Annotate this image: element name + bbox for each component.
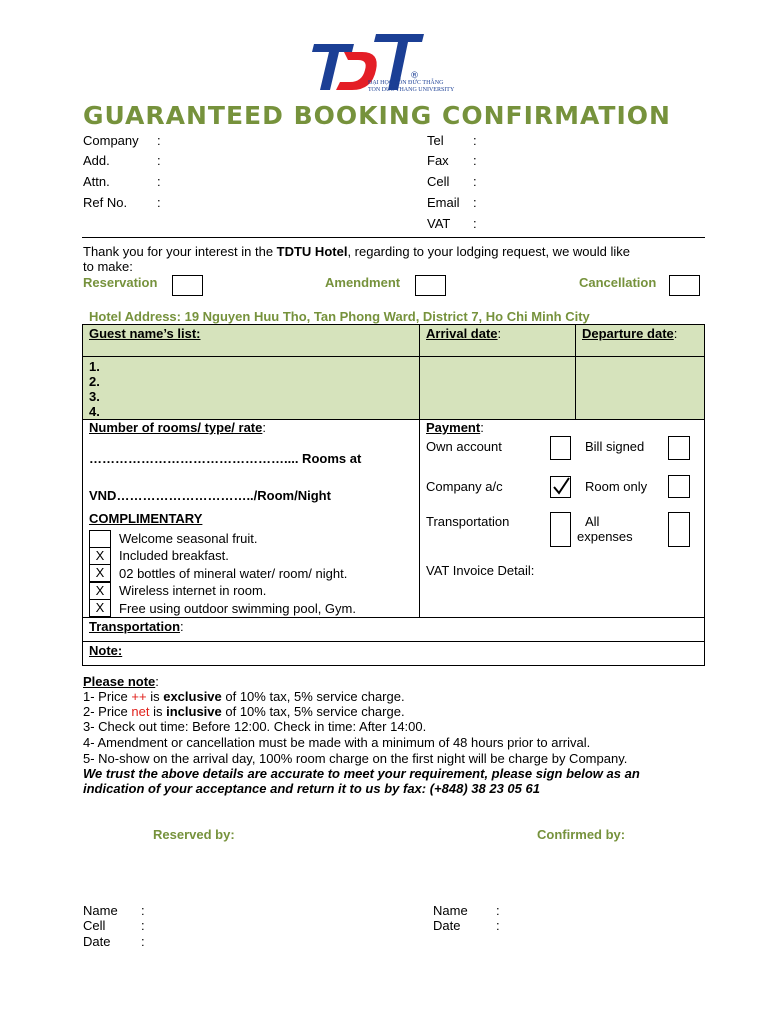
cancellation-label: Cancellation [579, 275, 657, 290]
logo-university-line2: TON DUC THANG UNIVERSITY [368, 87, 455, 93]
vat-invoice-detail: VAT Invoice Detail: [426, 563, 535, 578]
tel-colon: : [473, 133, 477, 148]
amendment-label: Amendment [325, 275, 401, 290]
guest-item-2: 2. [89, 374, 100, 389]
intro-text [83, 244, 630, 259]
reservation-checkbox[interactable] [172, 275, 203, 296]
trust-statement-2: indication of your acceptance and return it to us by fax: (+848) 38 23 05 61 [83, 781, 540, 796]
cell-label: Cell [427, 174, 450, 189]
intro-after: , regarding to your lodging request, we would like [347, 244, 630, 259]
note-2 [83, 704, 405, 719]
complimentary-title: COMPLIMENTARY [89, 511, 203, 526]
reserved-date-label: Date [83, 934, 111, 949]
note-2-mark: net [131, 704, 150, 719]
note-1-post: of 10% tax, 5% service charge. [221, 689, 405, 704]
complimentary-item-3: 02 bottles of mineral water/ room/ night. [119, 566, 348, 581]
fax-label: Fax [427, 153, 449, 168]
all-expenses-label-1: All [585, 514, 600, 529]
transportation-row-colon: : [180, 619, 184, 634]
departure-date-header [582, 326, 677, 341]
page-title: GUARANTEED BOOKING CONFIRMATION [83, 101, 671, 130]
note-1-mid: is [146, 689, 164, 704]
checkmark-icon [551, 477, 570, 497]
tel-label: Tel [427, 133, 444, 148]
note-3: 3- Check out time: Before 12:00. Check in time: After 14:00. [83, 719, 427, 734]
attn-colon: : [157, 174, 161, 189]
please-note-title [83, 674, 159, 689]
reserved-name-colon: : [141, 903, 145, 918]
logo-university-line1: ĐẠI HỌC TÔN ĐỨC THẮNG [368, 80, 444, 86]
trust-statement-1: We trust the above details are accurate to meet your requirement, please sign below as an [83, 766, 640, 781]
svg-text:®: ® [410, 71, 419, 81]
rooms-label [89, 420, 266, 435]
complimentary-item-4: Wireless internet in room. [119, 583, 267, 598]
complimentary-checkbox-1[interactable] [89, 530, 111, 548]
address-label: Add. [83, 153, 110, 168]
note-1-bold: exclusive [163, 689, 222, 704]
please-note-text: Please note [83, 674, 156, 689]
transportation-checkbox[interactable] [550, 512, 571, 547]
complimentary-checkbox-2[interactable]: X [89, 547, 111, 565]
email-colon: : [473, 195, 477, 210]
guest-item-3: 3. [89, 389, 100, 404]
intro-hotel-name: TDTU Hotel [276, 244, 348, 259]
reserved-cell-colon: : [141, 918, 145, 933]
note-2-pre: 2- Price [83, 704, 132, 719]
rooms-label-colon: : [262, 420, 266, 435]
complimentary-checkbox-4[interactable]: X [89, 582, 111, 600]
all-expenses-label-2: expenses [577, 529, 633, 544]
own-account-label: Own account [426, 439, 502, 454]
cancellation-checkbox[interactable] [669, 275, 700, 296]
reserved-name-label: Name [83, 903, 118, 918]
arrival-date-header [426, 326, 501, 341]
note-1-pre: 1- Price [83, 689, 132, 704]
company-ac-label: Company a/c [426, 479, 503, 494]
confirmed-date-colon: : [496, 918, 500, 933]
vat-label: VAT [427, 216, 451, 231]
email-label: Email [427, 195, 460, 210]
all-expenses-checkbox[interactable] [668, 512, 690, 547]
hotel-address: Hotel Address: 19 Nguyen Huu Tho, Tan Phong Ward, District 7, Ho Chi Minh City [89, 309, 590, 324]
transportation-row-label [89, 619, 184, 634]
vat-colon: : [473, 216, 477, 231]
confirmed-date-label: Date [433, 918, 461, 933]
complimentary-item-5: Free using outdoor swimming pool, Gym. [119, 601, 356, 616]
payment-label-text: Payment [426, 420, 481, 435]
rooms-label-text: Number of rooms/ type/ rate [89, 420, 263, 435]
reservation-label: Reservation [83, 275, 158, 290]
note-2-post: of 10% tax, 5% service charge. [221, 704, 405, 719]
note-5: 5- No-show on the arrival day, 100% room charge on the first night will be charge by Company. [83, 751, 628, 766]
room-only-checkbox[interactable] [668, 475, 690, 498]
reserved-by-label: Reserved by: [153, 827, 235, 842]
confirmed-by-label: Confirmed by: [537, 827, 626, 842]
payment-label-colon: : [480, 420, 484, 435]
departure-date-colon: : [673, 326, 678, 341]
ref-no-colon: : [157, 195, 161, 210]
address-colon: : [157, 153, 161, 168]
reserved-cell-label: Cell [83, 918, 106, 933]
company-colon: : [157, 133, 161, 148]
note-2-mid: is [149, 704, 167, 719]
fax-colon: : [473, 153, 477, 168]
room-only-label: Room only [585, 479, 648, 494]
payment-label [426, 420, 484, 435]
please-note-colon: : [155, 674, 159, 689]
guest-list-header: Guest name’s list: [89, 326, 201, 341]
guest-item-4: 4. [89, 404, 100, 419]
ref-no-label: Ref No. [83, 195, 128, 210]
note-4: 4- Amendment or cancellation must be made with a minimum of 48 hours prior to arrival. [83, 735, 591, 750]
note-1-mark: ++ [131, 689, 147, 704]
bill-signed-checkbox[interactable] [668, 436, 690, 460]
intro-before: Thank you for your interest in the [83, 244, 277, 259]
intro-line2: to make: [83, 259, 133, 274]
transportation-row-text: Transportation [89, 619, 181, 634]
rooms-line: ……………………………………….... Rooms at [89, 451, 362, 466]
company-ac-checkbox[interactable] [550, 476, 571, 498]
departure-date-label: Departure date [582, 326, 674, 341]
reserved-date-colon: : [141, 934, 145, 949]
header-divider [82, 237, 705, 238]
company-label: Company [83, 133, 139, 148]
complimentary-item-2: Included breakfast. [119, 548, 229, 563]
vnd-line: VND…………………………../Room/Night [89, 488, 331, 503]
attn-label: Attn. [83, 174, 110, 189]
confirmed-name-colon: : [496, 903, 500, 918]
guest-item-1: 1. [89, 359, 100, 374]
bill-signed-label: Bill signed [585, 439, 645, 454]
own-account-checkbox[interactable] [550, 436, 571, 460]
arrival-date-label: Arrival date [426, 326, 498, 341]
complimentary-checkbox-3[interactable]: X [89, 564, 111, 582]
transportation-option-label: Transportation [426, 514, 510, 529]
amendment-checkbox[interactable] [415, 275, 446, 296]
confirmed-name-label: Name [433, 903, 468, 918]
cell-colon: : [473, 174, 477, 189]
note-1 [83, 689, 405, 704]
complimentary-item-1: Welcome seasonal fruit. [119, 531, 258, 546]
note-2-bold: inclusive [166, 704, 222, 719]
note-row-label: Note: [89, 643, 123, 658]
complimentary-checkbox-5[interactable]: X [89, 599, 111, 617]
arrival-date-colon: : [497, 326, 502, 341]
